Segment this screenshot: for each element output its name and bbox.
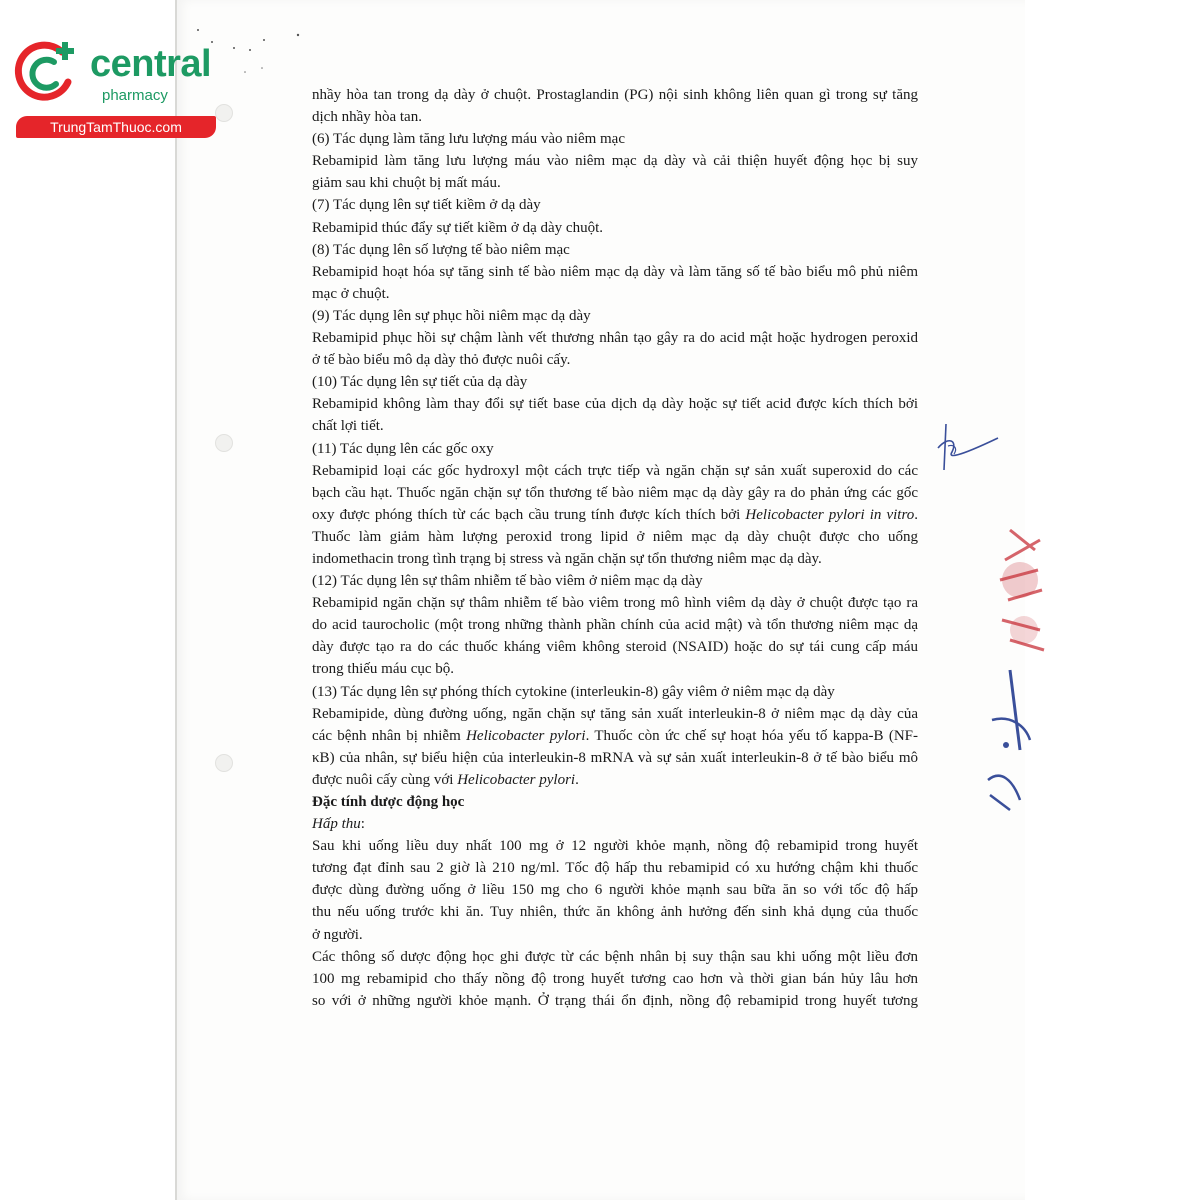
logo-brand-name: central <box>90 43 212 85</box>
text-line: ở người. <box>312 926 363 943</box>
text-span: . Thuốc còn ức chế sự hoạt hóa yếu tố kappa-B (NF- <box>585 727 918 744</box>
text-line: do acid taurocholic (một trong những thành phần chính của acid mật) và tổn thương niêm mạc dạ <box>312 617 918 634</box>
text-line: Rebamipid hoạt hóa sự tăng sinh tế bào niêm mạc dạ dày và làm tăng số tế bào biểu mô phủ niêm <box>312 263 918 280</box>
text-line: so với ở những người khỏe mạnh. Ở trạng thái ổn định, nồng độ rebamipid trong huyết tương <box>312 992 918 1009</box>
text-line <box>312 504 918 526</box>
section-heading-10: (10) Tác dụng lên sự tiết của dạ dày <box>312 374 528 391</box>
text-line: trong thiếu máu cục bộ. <box>312 661 455 678</box>
section-heading-13: (13) Tác dụng lên sự phóng thích cytokine (interleukin-8) gây viêm ở niêm mạc dạ dày <box>312 683 835 700</box>
species-name: Helicobacter pylori in vitro <box>745 506 915 523</box>
text-line: Rebamipid làm tăng lưu lượng máu vào niêm mạc dạ dày và cải thiện huyết động học bị suy <box>312 153 918 170</box>
left-margin <box>0 0 175 1200</box>
pharmacokinetics-heading: Đặc tính dược động học <box>312 794 465 810</box>
punch-hole <box>215 434 233 452</box>
text-span: . <box>575 771 579 788</box>
text-line: Rebamipid phục hồi sự chậm lành vết thương nhân tạo gây ra do acid mật hoặc hydrogen peroxid <box>312 330 918 347</box>
text-span: : <box>360 816 365 833</box>
text-line: chất lợi tiết. <box>312 418 384 435</box>
section-heading-11: (11) Tác dụng lên các gốc oxy <box>312 440 494 457</box>
text-line: ở tế bào biểu mô dạ dày thỏ được nuôi cấy. <box>312 352 571 369</box>
text-line: được dùng đường uống ở liều 150 mg cho 6 người khỏe mạnh sau bữa ăn so với tốc độ hấp <box>312 882 918 899</box>
text-span: các bệnh nhân bị nhiễm <box>312 727 467 744</box>
section-heading-7: (7) Tác dụng lên sự tiết kiềm ở dạ dày <box>312 197 541 214</box>
text-line: mạc ở chuột. <box>312 285 390 302</box>
logo-mark-icon <box>10 38 80 108</box>
section-heading-8: (8) Tác dụng lên số lượng tế bào niêm mạc <box>312 241 570 258</box>
text-line: Rebamipid loại các gốc hydroxyl một cách trực tiếp và ngăn chặn sự sản xuất superoxid do các <box>312 462 918 479</box>
logo-subtitle: pharmacy <box>102 87 168 104</box>
species-name: Helicobacter pylori <box>457 771 576 788</box>
text-line: κB) của nhân, sự biểu hiện của interleukin-8 mRNA và sự sản xuất interleukin-8 ở tế bào biểu mô <box>312 749 918 766</box>
section-heading-12: (12) Tác dụng lên sự thâm nhiễm tế bào viêm ở niêm mạc dạ dày <box>312 573 703 590</box>
text-line: nhầy hòa tan trong dạ dày ở chuột. Prostaglandin (PG) nội sinh không liên quan gì trong sự tăng <box>312 87 918 103</box>
text-line: Rebamipide, dùng đường uống, ngăn chặn sự tăng sản xuất interleukin-8 ở niêm mạc dạ dày của <box>312 705 918 722</box>
absorption-heading: Hấp thu <box>312 816 361 833</box>
section-heading-6: (6) Tác dụng làm tăng lưu lượng máu vào niêm mạc <box>312 131 626 148</box>
text-line: 100 mg rebamipid cho thấy nồng độ trong huyết tương cao hơn và thời gian bán hủy lâu hơn <box>312 970 918 987</box>
text-line: Các thông số dược động học ghi được từ các bệnh nhân bị suy thận sau khi uống một liều đơn <box>312 948 918 965</box>
text-line: Rebamipid không làm thay đổi sự tiết base của dịch dạ dày hoặc sự tiết acid được kích thích bởi <box>312 396 918 413</box>
text-line: tương đạt đỉnh sau 2 giờ là 210 ng/ml. Tốc độ hấp thu rebamipid có xu hướng chậm khi thuốc <box>312 860 918 877</box>
text-line: thu nếu uống trước khi ăn. Tuy nhiên, thức ăn không ảnh hưởng đến sinh khả dụng của thuốc <box>312 904 918 921</box>
species-name: Helicobacter pylori <box>466 727 586 744</box>
text-line: indomethacin trong tình trạng bị stress và ngăn chặn sự tổn thương niêm mạc dạ dày. <box>312 550 822 567</box>
text-line: dịch nhầy hòa tan. <box>312 109 422 126</box>
text-line: Sau khi uống liều duy nhất 100 mg ở 12 người khỏe mạnh, nồng độ rebamipid trong huyết <box>312 838 918 855</box>
text-span: oxy được phóng thích từ các bạch cầu trung tính được kích thích bởi <box>312 506 746 523</box>
official-stamp-partial <box>980 520 1050 820</box>
right-margin <box>1025 0 1200 1200</box>
text-line: Rebamipid thúc đẩy sự tiết kiềm ở dạ dày chuột. <box>312 219 603 236</box>
text-line: bạch cầu hạt. Thuốc ngăn chặn sự tổn thương tế bào niêm mạc dạ dày gây ra do phản ứng các gốc <box>312 484 918 501</box>
punch-hole <box>215 754 233 772</box>
text-span: được nuôi cấy cùng với <box>312 771 458 788</box>
section-heading-9: (9) Tác dụng lên sự phục hồi niêm mạc dạ dày <box>312 307 591 324</box>
document-body <box>312 84 918 1012</box>
text-line <box>312 769 918 791</box>
text-span: . <box>914 506 918 523</box>
text-line: Rebamipid ngăn chặn sự thâm nhiễm tế bào viêm trong mô hình viêm dạ dày ở chuột được tạo ra <box>312 595 918 612</box>
logo-site-banner: TrungTamThuoc.com <box>16 116 216 138</box>
text-line: Thuốc làm giảm hàm lượng peroxid trong lipid ở niêm mạc dạ dày chuột được cho uống <box>312 528 918 545</box>
central-pharmacy-logo <box>10 38 215 138</box>
text-line <box>312 725 918 747</box>
text-line: giảm sau khi chuột bị mất máu. <box>312 175 501 192</box>
text-line: dày được tạo ra do các thuốc kháng viêm không steroid (NSAID) hoặc do sự tái cung cấp máu <box>312 639 918 656</box>
absorption-heading-line <box>312 813 918 835</box>
signature-mark <box>928 418 1000 476</box>
punch-hole <box>215 104 233 122</box>
